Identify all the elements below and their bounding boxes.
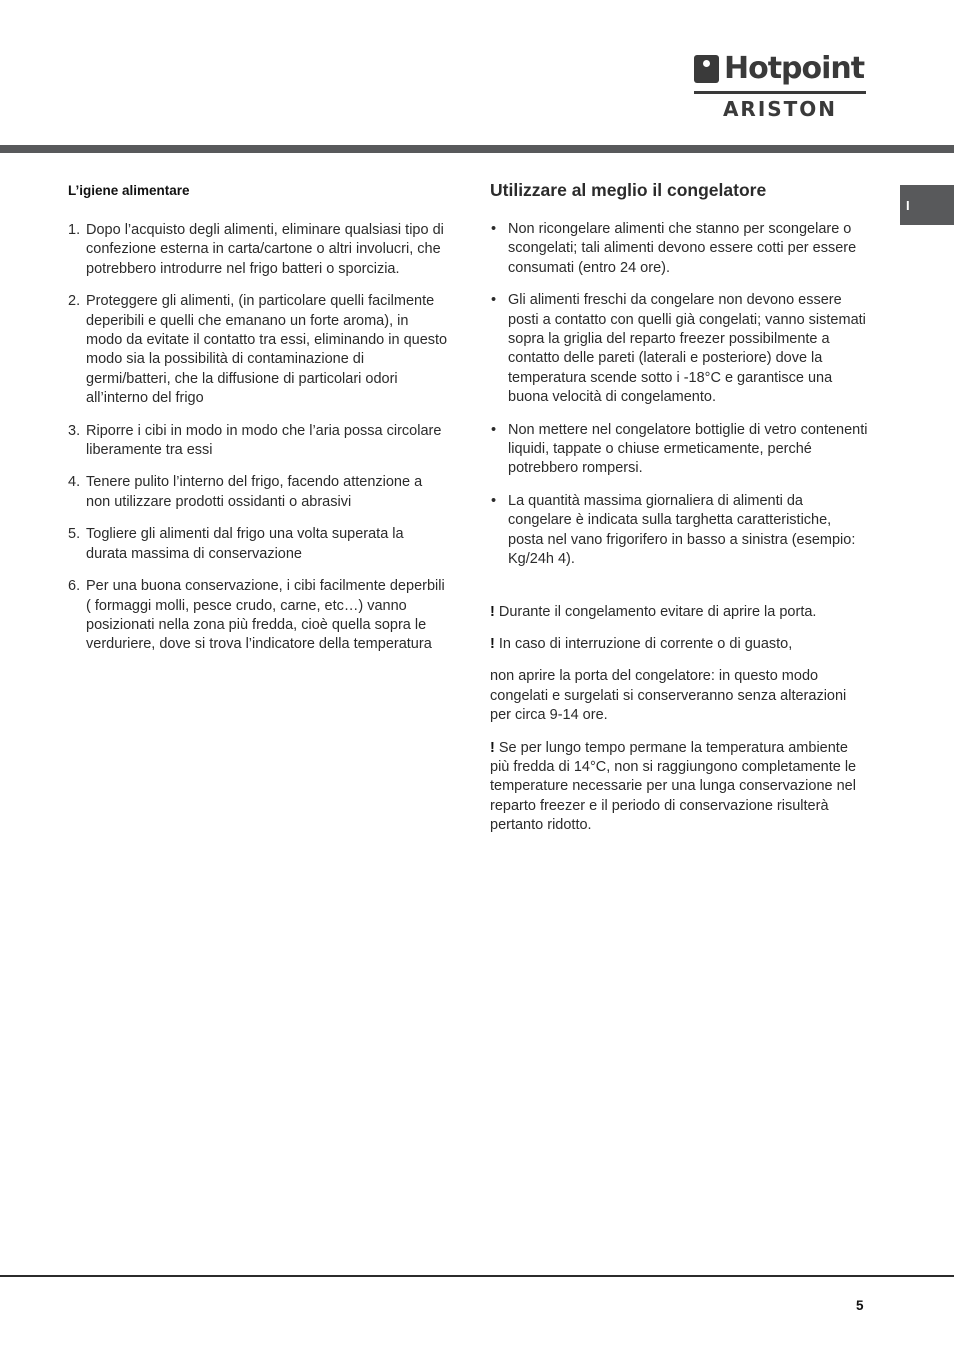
body-paragraph: non aprire la porta del congelatore: in questo modo congelati e surgelati si conserveranno senza alterazioni per circa 9-14 ore. bbox=[490, 668, 847, 724]
numbered-item bbox=[68, 525, 448, 564]
warning-note bbox=[490, 739, 870, 836]
bullet-item bbox=[490, 421, 870, 479]
bullet-item bbox=[490, 492, 870, 570]
warning-text: Durante il congelamento evitare di aprire la porta. bbox=[498, 603, 817, 620]
bullet-text: Non ricongelare alimenti che stanno per scongelare o scongelati; tali alimenti devono essere cotti per essere consumati (entro 24 ore). bbox=[508, 221, 857, 276]
item-text: Riporre i cibi in modo in modo che l’aria possa circolare liberamente tra essi bbox=[86, 422, 442, 459]
item-text: Per una buona conservazione, i cibi facilmente deperbili ( formaggi molli, pesce crudo, carne, etc…) vanno posizionati nella zona più fredda, cioè quella sopra le verduriere, dove si trova l’indicatore della temperatura bbox=[86, 578, 445, 653]
logo-divider bbox=[694, 91, 866, 94]
right-column bbox=[490, 180, 870, 849]
brand-logo bbox=[694, 52, 868, 124]
language-tab: I bbox=[900, 185, 954, 225]
item-number: 5. bbox=[68, 526, 81, 543]
warning-text: In caso di interruzione di corrente o di guasto, bbox=[498, 635, 793, 652]
bullet-icon: • bbox=[491, 292, 497, 309]
header-bar bbox=[0, 145, 954, 153]
warning-text: Se per lungo tempo permane la temperatura ambiente più fredda di 14°C, non si raggiungono completamente le temperature necessarie per una lunga conservazione nel reparto freezer e il periodo di conservazione risulterà pertanto ridotto. bbox=[490, 739, 857, 834]
numbered-item bbox=[68, 292, 448, 408]
warning-icon: ! bbox=[490, 739, 495, 756]
section-title-hygiene: L’igiene alimentare bbox=[68, 183, 190, 198]
item-number: 1. bbox=[68, 222, 81, 238]
bullet-text: Non mettere nel congelatore bottiglie di vetro contenenti liquidi, tappate o chiuse ermeticamente, perché potrebbero rompersi. bbox=[508, 421, 868, 477]
item-number: 2. bbox=[68, 293, 81, 310]
item-number: 6. bbox=[68, 578, 81, 595]
bullet-text: La quantità massima giornaliera di alimenti da congelare è indicata sulla targhetta caratteristiche, posta nel vano frigorifero in basso a sinistra (esempio: Kg/24h 4). bbox=[508, 492, 856, 568]
bullet-icon: • bbox=[491, 492, 497, 509]
brand-sub: ARISTON bbox=[722, 97, 838, 121]
bullet-icon: • bbox=[491, 421, 497, 438]
item-text: Dopo l’acquisto degli alimenti, eliminare qualsiasi tipo di confezione esterna in carta/cartone o altri involucri, che potrebbero introdurre nel frigo batteri o sporcizia. bbox=[86, 222, 444, 277]
warning-note bbox=[490, 635, 870, 654]
warning-icon: ! bbox=[490, 635, 495, 652]
item-number: 4. bbox=[68, 474, 81, 491]
numbered-item bbox=[68, 422, 448, 461]
logo-mark-icon bbox=[694, 55, 719, 83]
numbered-item bbox=[68, 221, 448, 279]
bullet-item bbox=[490, 220, 870, 278]
numbered-item bbox=[68, 577, 448, 655]
left-column bbox=[68, 183, 448, 668]
logo-top-row bbox=[694, 52, 868, 86]
bullet-text: Gli alimenti freschi da congelare non devono essere posti a contatto con quelli già congelati; vanno sistemati sopra la griglia del reparto freezer possibilmente a contatto delle pareti (laterali e posteriore) dove la temperatura scende sotto i -18°C e garantisce una buona velocità di congelamento. bbox=[508, 292, 866, 406]
section-title-freezer: Utilizzare al meglio il congelatore bbox=[490, 180, 767, 200]
item-text: Proteggere gli alimenti, (in particolare quelli facilmente deperibili e quelli che emanano un forte aroma), in modo da evitate il contatto tra essi, eliminando in questo modo sia la possibilità di contaminazione di germi/batteri, che la diffusione di particolari odori all’interno del frigo bbox=[86, 293, 448, 407]
spacer bbox=[490, 583, 870, 603]
brand-main: Hotpoint bbox=[724, 51, 865, 86]
bullet-item bbox=[490, 291, 870, 407]
page-number: 5 bbox=[856, 1298, 864, 1313]
item-number: 3. bbox=[68, 422, 81, 439]
warning-note bbox=[490, 603, 870, 622]
footer-divider bbox=[0, 1275, 954, 1277]
item-text: Togliere gli alimenti dal frigo una volta superata la durata massima di conservazione bbox=[86, 526, 404, 562]
item-text: Tenere pulito l’interno del frigo, facendo attenzione a non utilizzare prodotti ossidanti o abrasivi bbox=[86, 474, 423, 510]
warning-icon: ! bbox=[490, 603, 495, 620]
numbered-item bbox=[68, 473, 448, 512]
bullet-icon: • bbox=[491, 221, 497, 237]
